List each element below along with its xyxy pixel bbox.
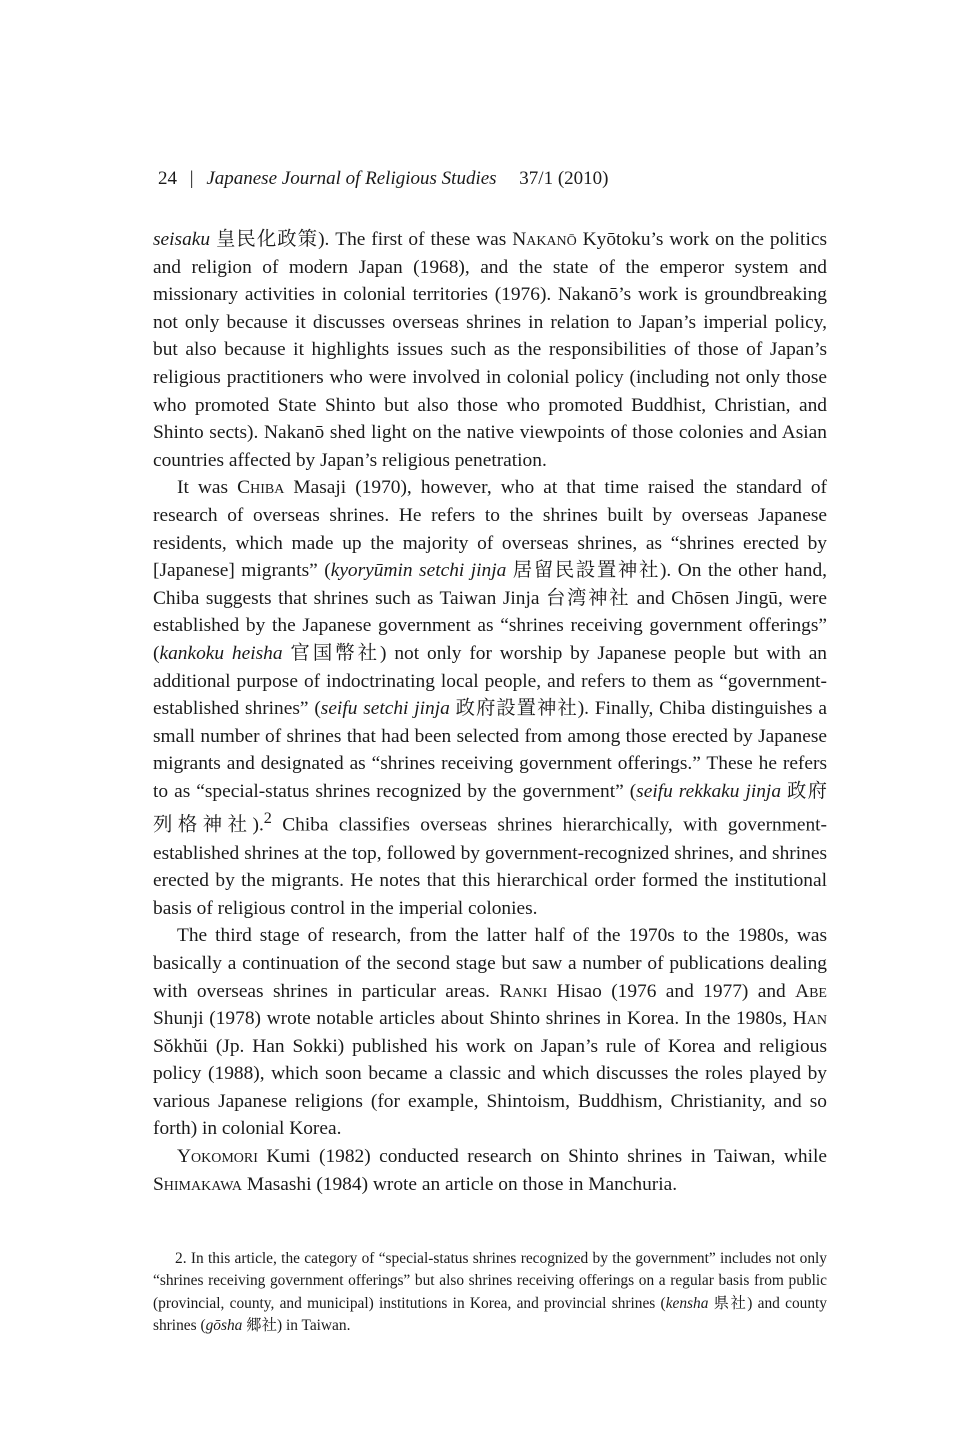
author-name: Nakanō: [512, 229, 577, 250]
text-run: 郷社) in Taiwan.: [242, 1317, 351, 1335]
term-italic: kyoryūmin setchi jinja: [330, 560, 507, 582]
text-run: Masashi (1984) wrote an article on those in Manchuria.: [242, 1173, 678, 1195]
text-run: Sŏkhŭi (Jp. Han Sokki) published his work on Japan’s rule of Korea and religious policy (1988), which soon became a classic and which discusses the roles played by various Japanese religions (for example, Shintoism, Buddhism, Christianity, and so forth) in colonial Korea.: [153, 1035, 827, 1140]
term-italic: seifu setchi jinja: [320, 698, 450, 720]
text-run: In this article, the category of “special-status shrines recognized by the government” includes not only “shrines receiving government offerings” but also shrines receiving offerings on a regular basis from public (provincial, county, and municipal) institutions in Korea, and provincial shrines (: [153, 1250, 827, 1312]
text-run: Chiba classifies overseas shrines hierarchically, with government-established shrines at the top, followed by government-recognized shrines, and shrines erected by the migrants. He notes that this hierarchical order formed the institutional basis of religious control in the imperial colonies.: [153, 814, 827, 919]
running-header: [158, 166, 608, 192]
text-run: It was: [177, 477, 238, 499]
text-run: Kyōtoku’s work on the politics and religion of modern Japan (1968), and the state of the emperor system and missionary activities in colonial territories (1976). Nakanō’s work is groundbreaking not only because it discusses overseas shrines in relation to Japan’s imperial policy, but also because it highlights issues such as the responsibilities of those of Japan’s religious practitioners who were involved in colonial policy (including not only those who promoted State Shinto but also those who promoted Buddhist, Christian, and Shinto sects). Nakanō shed light on the native viewpoints of those colonies and Asian countries affected by Japan’s religious penetration.: [153, 229, 827, 471]
text-run: Masaji (1970), however, who at that time raised the standard of research of overseas shrines. He refers to the shrines built by overseas Japanese residents, which made up the majority of overseas shrines, as “shrines erected by [Japanese] migrants” (: [153, 477, 828, 582]
term-italic: kankoku heisha: [159, 642, 283, 664]
journal-title: Japanese Journal of Religious Studies: [206, 168, 497, 189]
author-name: Shimakawa: [153, 1173, 242, 1195]
text-run: Kumi (1982) conducted research on Shinto shrines in Taiwan, while: [257, 1146, 827, 1168]
page-number: 24: [158, 168, 177, 189]
text-run: Shunji (1978) wrote notable articles about Shinto shrines in Korea. In the 1980s,: [153, 1008, 793, 1030]
text-run: 政府列格神社).: [153, 780, 827, 836]
paragraph-1: [153, 226, 827, 474]
term-italic: gōsha: [205, 1317, 243, 1335]
author-name: Chiba: [237, 477, 285, 499]
footnote-number: 2.: [175, 1250, 187, 1267]
term-italic: seifu rekkaku jinja: [636, 780, 782, 802]
author-name: Abe: [795, 980, 827, 1002]
journal-issue: 37/1 (2010): [519, 168, 609, 189]
text-run: 政府設置神社). Finally, Chiba distinguishes a small number of shrines that had been selected from among those erected by Japanese migrants and designated as “shrines receiving government offerings.” These he refers to as “special-status shrines recognized by the government” (: [153, 698, 827, 802]
term-italic: seisaku: [153, 229, 211, 250]
paragraph-2: [153, 474, 827, 922]
footnote: [153, 1248, 827, 1338]
text-run: 官国幣社) not only for worship by Japanese people but with an additional purpose of indoctrinating local people, and refers to them as “government-established shrines” (: [153, 642, 827, 720]
header-separator: |: [189, 168, 194, 189]
footnote-2: [153, 1248, 827, 1338]
author-name: Yokomori: [177, 1146, 258, 1168]
author-name: Ranki: [499, 980, 548, 1002]
text-run: 県社) and county shrines (: [153, 1294, 828, 1335]
text-run: Hisao (1976 and 1977) and: [547, 980, 796, 1002]
article-body: [153, 226, 827, 1198]
text-run: 居留民設置神社). On the other hand, Chiba suggests that shrines such as Taiwan Jinja 台湾神社 and Chōsen Jingū, were established by the Japanese government as “shrines receiving government offerings” (: [153, 560, 827, 664]
text-run: The third stage of research, from the latter half of the 1970s to the 1980s, was basically a continuation of the second stage but saw a number of publications dealing with overseas shrines in particular areas.: [153, 925, 827, 1002]
footnote-ref: 2: [263, 810, 272, 828]
term-italic: kensha: [665, 1294, 709, 1312]
text-run: 皇民化政策). The first of these was: [210, 229, 513, 250]
paragraph-4: [153, 1143, 827, 1198]
paragraph-3: [153, 922, 827, 1143]
author-name: Han: [792, 1008, 827, 1030]
